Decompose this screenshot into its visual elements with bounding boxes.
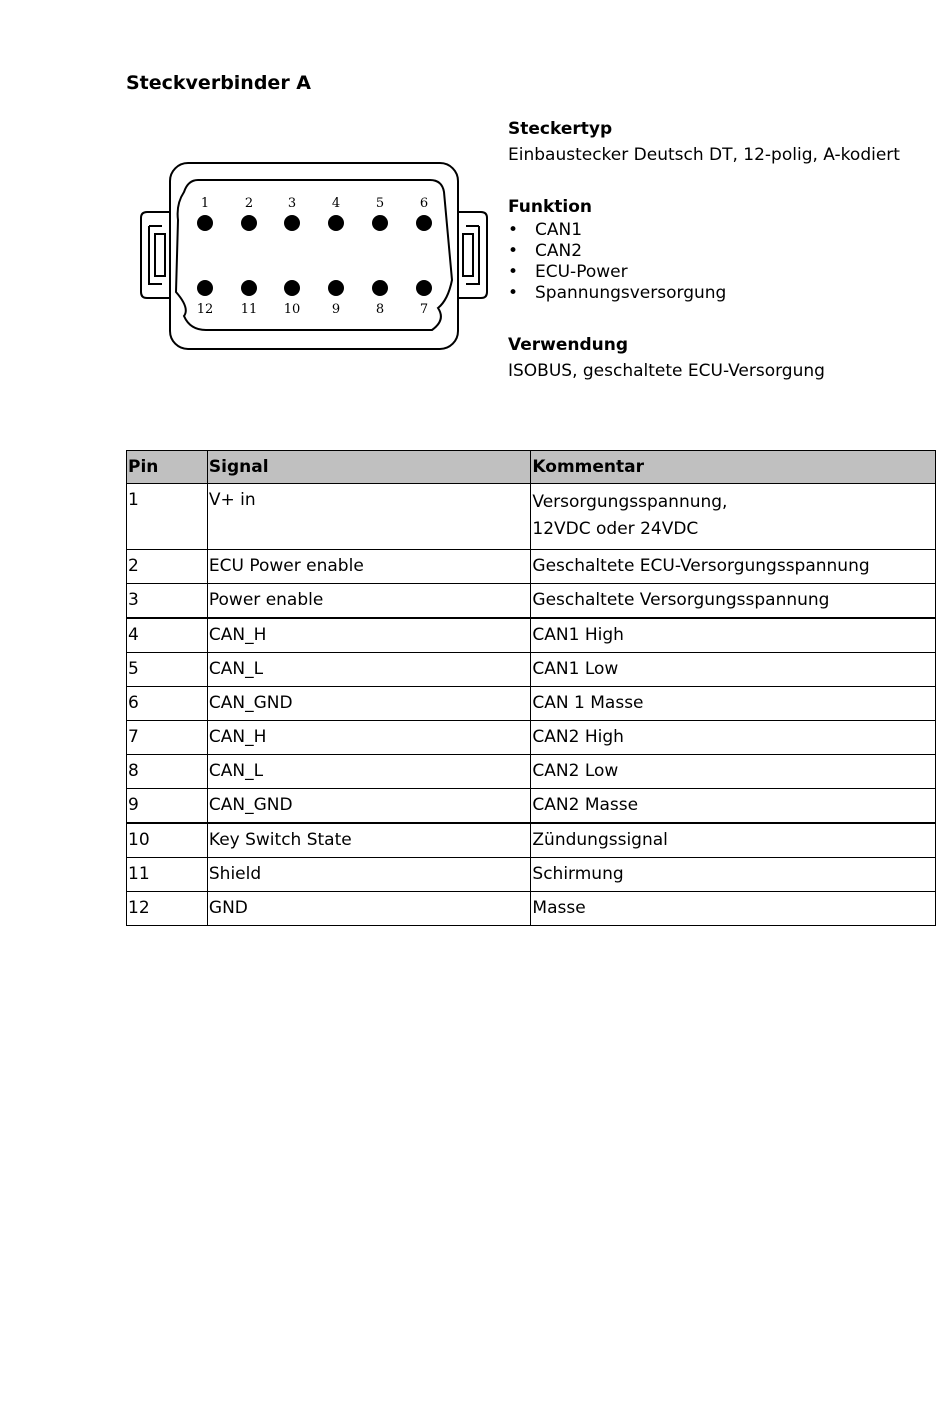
steckertyp-heading: Steckertyp xyxy=(508,119,613,139)
funktion-item: • ECU-Power xyxy=(508,262,900,283)
pin-label-10: 10 xyxy=(283,302,301,317)
header-pin: Pin xyxy=(127,451,208,484)
cell-pin: 11 xyxy=(127,858,208,892)
pin-label-8: 8 xyxy=(375,302,385,317)
pin-label-1: 1 xyxy=(200,196,210,211)
cell-pin: 3 xyxy=(127,584,208,619)
cell-pin: 8 xyxy=(127,755,208,789)
pin-contact-2 xyxy=(241,215,257,231)
pin-contact-4 xyxy=(328,215,344,231)
funktion-heading: Funktion xyxy=(508,197,593,217)
pin-label-3: 3 xyxy=(287,196,297,211)
pin-contact-9 xyxy=(328,280,344,296)
funktion-list xyxy=(508,220,900,304)
table-row xyxy=(127,789,936,824)
pin-contact-12 xyxy=(197,280,213,296)
cell-pin: 12 xyxy=(127,892,208,926)
pin-contact-8 xyxy=(372,280,388,296)
cell-signal: CAN_H xyxy=(207,721,531,755)
pin-contact-11 xyxy=(241,280,257,296)
table-row xyxy=(127,755,936,789)
cell-pin: 10 xyxy=(127,823,208,858)
comment-line: Versorgungsspannung, xyxy=(532,492,728,512)
steckertyp-text: Einbaustecker Deutsch DT, 12-polig, A-kodiert xyxy=(508,145,900,165)
table-row xyxy=(127,618,936,653)
table-header-row xyxy=(127,451,936,484)
cell-signal: ECU Power enable xyxy=(207,550,531,584)
cell-signal: Key Switch State xyxy=(207,823,531,858)
cell-comment: CAN2 Low xyxy=(531,755,936,789)
funktion-item: • CAN2 xyxy=(508,241,900,262)
table-row xyxy=(127,484,936,550)
cell-pin: 6 xyxy=(127,687,208,721)
pin-contact-1 xyxy=(197,215,213,231)
pin-contact-7 xyxy=(416,280,432,296)
cell-comment: CAN2 High xyxy=(531,721,936,755)
connector-housing xyxy=(170,163,458,349)
cell-comment: Geschaltete ECU-Versorgungsspannung xyxy=(531,550,936,584)
connector-face xyxy=(176,180,452,330)
table-row xyxy=(127,584,936,619)
cell-pin: 4 xyxy=(127,618,208,653)
cell-comment xyxy=(531,484,936,550)
funktion-item: • Spannungsversorgung xyxy=(508,283,900,304)
cell-comment: Schirmung xyxy=(531,858,936,892)
cell-signal: V+ in xyxy=(207,484,531,550)
pin-label-2: 2 xyxy=(244,196,254,211)
pin-contact-5 xyxy=(372,215,388,231)
table-row xyxy=(127,858,936,892)
cell-pin: 5 xyxy=(127,653,208,687)
funktion-item: • CAN1 xyxy=(508,220,900,241)
table-row xyxy=(127,721,936,755)
pin-label-9: 9 xyxy=(331,302,341,317)
pin-label-7: 7 xyxy=(419,302,429,317)
table-row xyxy=(127,823,936,858)
pin-label-11: 11 xyxy=(240,302,258,317)
cell-signal: CAN_L xyxy=(207,653,531,687)
connector-diagram xyxy=(138,160,494,355)
cell-signal: CAN_H xyxy=(207,618,531,653)
pin-contact-10 xyxy=(284,280,300,296)
pin-label-12: 12 xyxy=(196,302,214,317)
pin-table xyxy=(126,450,936,926)
table-row xyxy=(127,653,936,687)
cell-pin: 7 xyxy=(127,721,208,755)
cell-comment: CAN2 Masse xyxy=(531,789,936,824)
header-kommentar: Kommentar xyxy=(531,451,936,484)
cell-comment: CAN1 Low xyxy=(531,653,936,687)
comment-line: 12VDC oder 24VDC xyxy=(532,519,699,539)
cell-pin: 2 xyxy=(127,550,208,584)
cell-signal: GND xyxy=(207,892,531,926)
verwendung-text: ISOBUS, geschaltete ECU-Versorgung xyxy=(508,361,825,381)
cell-signal: Power enable xyxy=(207,584,531,619)
pin-label-5: 5 xyxy=(375,196,385,211)
cell-comment: Geschaltete Versorgungsspannung xyxy=(531,584,936,619)
pin-label-4: 4 xyxy=(331,196,341,211)
connector-info xyxy=(508,116,900,384)
table-row xyxy=(127,892,936,926)
cell-comment: CAN1 High xyxy=(531,618,936,653)
cell-pin: 1 xyxy=(127,484,208,550)
cell-signal: Shield xyxy=(207,858,531,892)
header-signal: Signal xyxy=(207,451,531,484)
verwendung-heading: Verwendung xyxy=(508,335,629,355)
cell-signal: CAN_GND xyxy=(207,687,531,721)
pin-contact-6 xyxy=(416,215,432,231)
table-row xyxy=(127,550,936,584)
pin-label-6: 6 xyxy=(419,196,429,211)
cell-comment: CAN 1 Masse xyxy=(531,687,936,721)
pin-contact-3 xyxy=(284,215,300,231)
page-title: Steckverbinder A xyxy=(126,72,312,94)
cell-signal: CAN_L xyxy=(207,755,531,789)
cell-comment: Zündungssignal xyxy=(531,823,936,858)
cell-comment: Masse xyxy=(531,892,936,926)
cell-signal: CAN_GND xyxy=(207,789,531,824)
cell-pin: 9 xyxy=(127,789,208,824)
table-row xyxy=(127,687,936,721)
